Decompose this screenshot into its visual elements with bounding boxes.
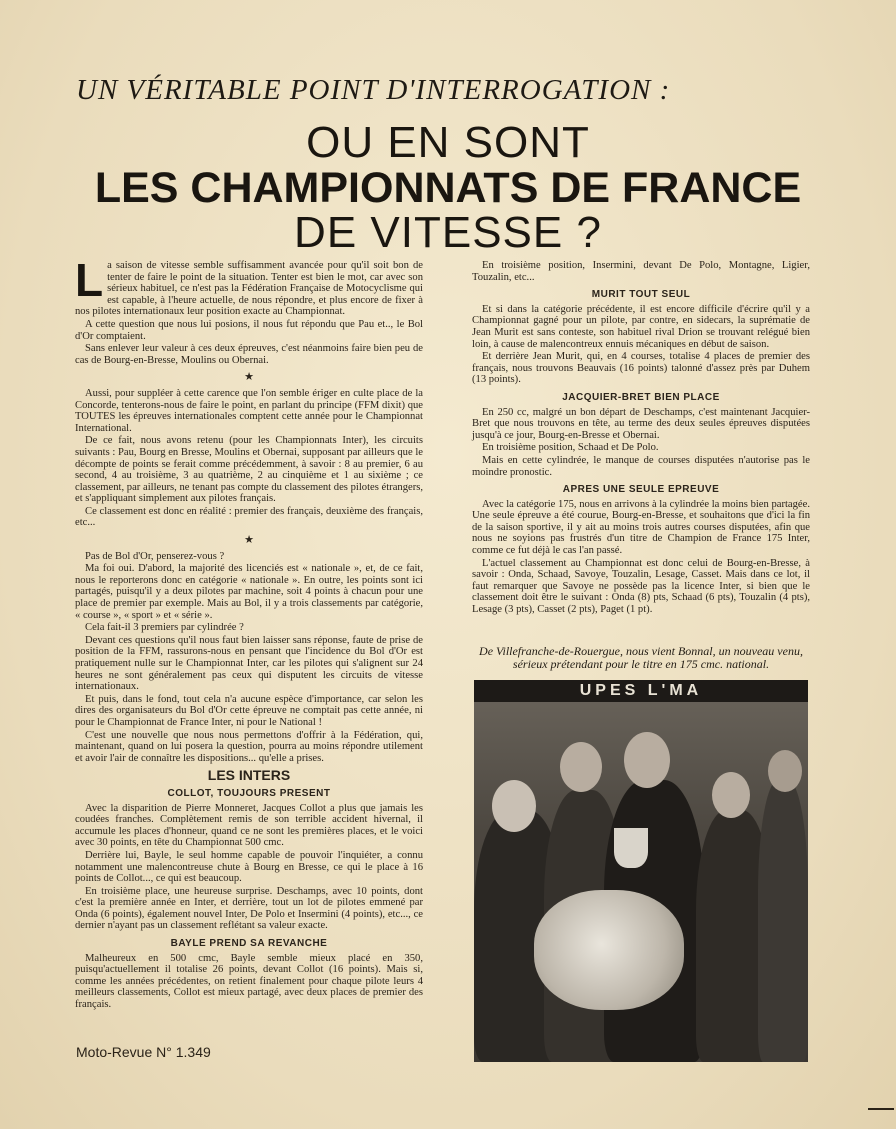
page-footer: Moto-Revue N° 1.349 — [76, 1044, 211, 1060]
paragraph: Pas de Bol d'Or, penserez-vous ? — [85, 550, 225, 562]
star-separator-icon: ★ — [244, 371, 254, 384]
paragraph: Sans enlever leur valeur à ces deux épreuves, c'est néanmoins faire bien peu de cas de Bourg-en-Bresse, Moulins ou Obernai. — [75, 343, 423, 366]
paragraph: Ma foi oui. D'abord, la majorité des licenciés est « nationale », et, de ce fait, nous le reporterons donc en catégorie « nationale ». En outre, les points sont ici partagés, puisqu'il y a deux pilotes par machine, soit 4 points à chacun pour une place de premier par exemple. Mais au Bol, il y a trois classements par catégorie, « course », « sport » et « série ». — [75, 563, 423, 621]
paragraph: Devant ces questions qu'il nous faut bien laisser sans réponse, faute de prise de position de la FFM, rassurons-nous en pensant que l'incidence du Bol d'Or est pratiquement nulle sur le Championnat Inter, car les pilotes qui s'alignent sur 24 heures ne sont généralement pas ceux qui disputent les circuits de vitesse internationaux. — [75, 634, 423, 693]
article-kicker: UN VÉRITABLE POINT D'INTERROGATION : — [76, 74, 671, 106]
podium-photo — [474, 680, 808, 1062]
paragraph: La saison de vitesse semble suffisamment avancée pour qu'il soit bon de tenter de faire le point de la situation. Tenter est bien le mot, car avec son sérieux habituel, ce n'est pas la Fédération Française de Motocyclisme qui est capable, à l'heure actuelle, de nous répondre, et plus encore de fixer à nos pilotes internationaux leur position exacte au Championnat. — [75, 254, 423, 318]
paragraph: Derrière lui, Bayle, le seul homme capable de pouvoir l'inquiéter, a connu notamment une malencontreuse chute à Bourg en Bresse, ce qui le place à 16 points de Collot..., ce qui est beaucoup. — [75, 849, 423, 885]
left-column — [75, 254, 423, 1012]
paragraph: Avec la catégorie 175, nous en arrivons à la cylindrée la moins bien partagée. Une seule épreuve a été courue, Bourg-en-Bresse, et souhaitons que d'ici la fin de la saison sportive, il y ait au moins trois autres courses disputées, afin que nous ne soyions pas frustrés d'un titre de Champion de France 175 Inter, comme ce fut déjà le cas l'an passé. — [472, 498, 810, 557]
person-head — [560, 742, 602, 792]
trophy-cup — [614, 828, 648, 868]
paragraph: Et derrière Jean Murit, qui, en 4 courses, totalise 4 places de premier des français, nous trouvons Beauvais (16 points) talonné d'assez près par Duhem (13 points). — [472, 351, 810, 386]
person-head — [712, 772, 750, 818]
person-head — [768, 750, 802, 792]
subheading: MURIT TOUT SEUL — [591, 289, 691, 301]
right-column — [472, 260, 810, 617]
section-heading: LES INTERS — [207, 767, 291, 784]
person-figure — [758, 780, 808, 1062]
drop-cap: L — [75, 254, 104, 306]
paragraph: Avec la disparition de Pierre Monneret, Jacques Collot a plus que jamais les coudées franches. Complètement remis de son terrible accident hivernal, il accumule les places d'honneur, quand ce ne sont les premières places, et le voici avec 30 points, en tête du Championnat 500 cmc. — [75, 802, 423, 849]
paragraph: Aussi, pour suppléer à cette carence que l'on semble ériger en culte place de la Concorde, tenterons-nous de faire le point, en parlant du principe (FFM dixit) que TOUTES les épreuves internationales comptent cette année pour le Championnat International. — [75, 387, 423, 434]
paragraph: L'actuel classement au Championnat est donc celui de Bourg-en-Bresse, à savoir : Onda, Schaad, Savoye, Touzalin, Lesage, Casset. Mais dans ce lot, il faut remarquer que Savoye ne possède pas la licence Inter, si bien que le classement doit être le suivant : Onda (8) pts, Schaad (6 pts), Touzalin (4 pts), Lesage (3 pts), Casset (2 pts), Paget (1 pt). — [472, 557, 810, 616]
paragraph: Ce classement est donc en réalité : premier des français, deuxième des français, etc... — [75, 505, 423, 529]
paragraph: Mais en cette cylindrée, le manque de courses disputées n'autorise pas le moindre pronostic. — [472, 454, 810, 478]
paragraph: En troisième place, une heureuse surprise. Deschamps, avec 10 points, dont c'est la première année en Inter, et derrière, tout un lot de pilotes emmené par Onda (6 points), également nouvel Inter, De Polo et Insermini (4 points), etc..., ce dernier n'ayant pas un classement reflétant sa valeur exacte. — [75, 885, 423, 932]
subheading: BAYLE PREND SA REVANCHE — [170, 938, 328, 950]
headline-line-1: OU EN SONT — [306, 118, 590, 167]
person-head — [492, 780, 536, 832]
paragraph: A cette question que nous lui posions, il nous fut répondu que Pau et.., le Bol d'Or comptaient. — [75, 318, 423, 342]
paragraph: De ce fait, nous avons retenu (pour les Championnats Inter), les circuits suivants : Pau, Bourg en Bresse, Moulins et Obernai, supposant par ailleurs que le décompte de points se ferait comme précédemment, à savoir : 8 au premier, 6 au second, 4 au troisième, 3 au quatrième, 2 au cinquième et 1 au sixième ; ce classement, par ailleurs, ne tenant pas compte du classement des pilotes étrangers, et s'appliquant simplement aux pilotes français. — [75, 435, 423, 505]
subheading: JACQUIER-BRET BIEN PLACE — [562, 391, 720, 403]
flower-bouquet — [534, 890, 684, 1010]
paragraph: En troisième position, Schaad et De Polo. — [482, 442, 659, 454]
headline-line-2: LES CHAMPIONNATS DE FRANCE — [94, 164, 802, 212]
subheading: APRES UNE SEULE EPREUVE — [562, 484, 720, 496]
paragraph: Et si dans la catégorie précédente, il est encore difficile d'écrire qu'il y a Championnat gagné pour un pilote, par contre, en sidecars, la suprématie de Jean Murit est sans conteste, son habituel rival Drion se trouvant relégué bien loin, à cause de malencontreux ennuis mécaniques en début de saison. — [472, 303, 810, 350]
photo-caption: De Villefranche-de-Rouergue, nous vient Bonnal, un nouveau venu, sérieux prétendant pour le titre en 175 cmc. national. — [479, 644, 803, 671]
person-head — [624, 732, 670, 788]
paragraph: Malheureux en 500 cmc, Bayle semble mieux placé en 350, puisqu'actuellement il totalise 26 points, devant Collot (16 points). Mais si, comme les années précédentes, on retient finalement pour chaque pilote leurs 4 meilleurs classements, Collot est mieux partagé, avec deux places de premier des français. — [75, 952, 423, 1011]
paragraph: En troisième position, Insermini, devant De Polo, Montagne, Ligier, Touzalin, etc... — [472, 260, 810, 283]
paragraph: En 250 cc, malgré un bon départ de Deschamps, c'est maintenant Jacquier-Bret que nous trouvons en tête, au terme des deux seules épreuves disputées jusqu'à ce jour, Bourg-en-Bresse et Obernai. — [472, 406, 810, 441]
subheading: COLLOT, TOUJOURS PRESENT — [167, 787, 331, 799]
paragraph: Et puis, dans le fond, tout cela n'a aucune espèce d'importance, car selon les dires des organisateurs du Bol d'Or cette épreuve ne comptait pas cette année, ni pour le Championnat de France Inter, ni pour le National ! — [75, 693, 423, 728]
photo-banner: UPES L'MA — [474, 680, 808, 702]
page-corner-mark — [868, 1108, 894, 1110]
star-separator-icon: ★ — [244, 534, 254, 547]
headline-line-3: DE VITESSE ? — [294, 208, 602, 257]
paragraph: Cela fait-il 3 premiers par cylindrée ? — [85, 622, 244, 634]
paragraph: C'est une nouvelle que nous nous permettons d'offrir à la Fédération, qui, maintenant, quand on lui posera la question, pourra au moins répondre utilement et avoir l'air de connaître les dispositions... qu'elle a prises. — [75, 729, 423, 764]
